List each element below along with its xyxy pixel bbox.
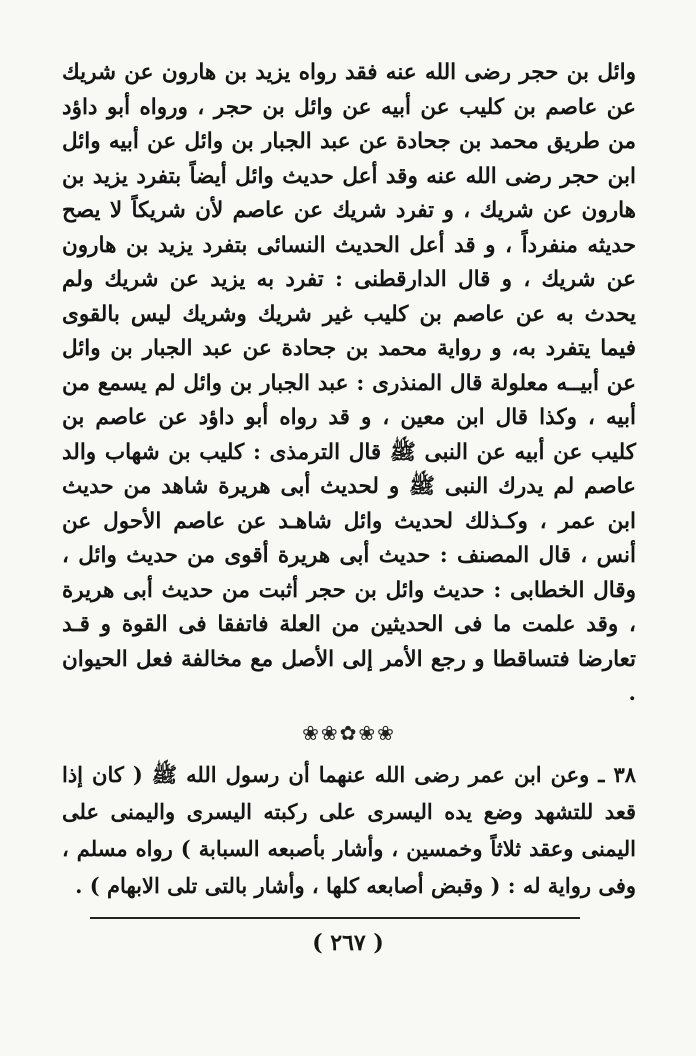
footer-rule: [90, 917, 580, 919]
section-ornament: ❀❀✿❀❀: [302, 720, 396, 745]
page-content: [62, 56, 636, 904]
hadith-paragraph: ٣٨ ـ وعن ابن عمر رضى الله عنهما أن رسول الله ﷺ ( كان إذا قعد للتشهد وضع يده اليسرى على ركبته اليسرى واليمنى على اليمنى وعقد ثلاثاً وخمسين ، وأشار بأصبعه السبابة ) رواه مسلم ، وفى رواية له : ( وقبض أصابعه كلها ، وأشار بالتى تلى الابهام ) .: [62, 761, 636, 898]
body-paragraph: وائل بن حجر رضى الله عنه فقد رواه يزيد بن هارون عن شريك عن عاصم بن كليب عن أبيه عن وائل بن حجر ، ورواه أبو داؤد من طريق محمد بن جحادة عن عبد الجبار بن وائل عن أبيه وائل ابن حجر رضى الله عنه وقد أعل حديث وائل أيضاً بتفرد يزيد بن هارون عن شريك ، و تفرد شريك عن عاصم لأن شريكاً لا يصح حديثه منفرداً ، و قد أعل الحديث النسائى بتفرد يزيد بن هارون عن شريك ، و قال الدارقطنى : تفرد به يزيد عن شريك ولم يحدث به عن عاصم بن كليب غير شريك وشريك ليس بالقوى فيما يتفرد به، و رواية محمد بن جحادة عن عبد الجبار بن وائل عن أبيــه معلولة قال المنذرى : عبد الجبار بن وائل لم يسمع من أبيه ، وكذا قال ابن معين ، و قد رواه أبو داؤد عن عاصم بن كليب عن أبيه عن النبى ﷺ قال الترمذى : كليب بن شهاب والد عاصم لم يدرك النبى ﷺ و لحديث أبى هريرة شاهد من حديث ابن عمر ، وكـذلك لحديث وائل شاهـد عن عاصم الأحول عن أنس ، قال المصنف : حديث أبى هريرة أقوى من حديث وائل ، وقال الخطابى : حديث وائل بن حجر أثبت من حديث أبى هريرة ، وقد علمت ما فى الحديثين من العلة فاتفقا فى القوة و قـد تعارضا فتساقطا و رجع الأمر إلى الأصل مع مخالفة فعل الحيوان .: [62, 60, 636, 706]
page-number: ( ٢٦٧ ): [312, 930, 384, 956]
